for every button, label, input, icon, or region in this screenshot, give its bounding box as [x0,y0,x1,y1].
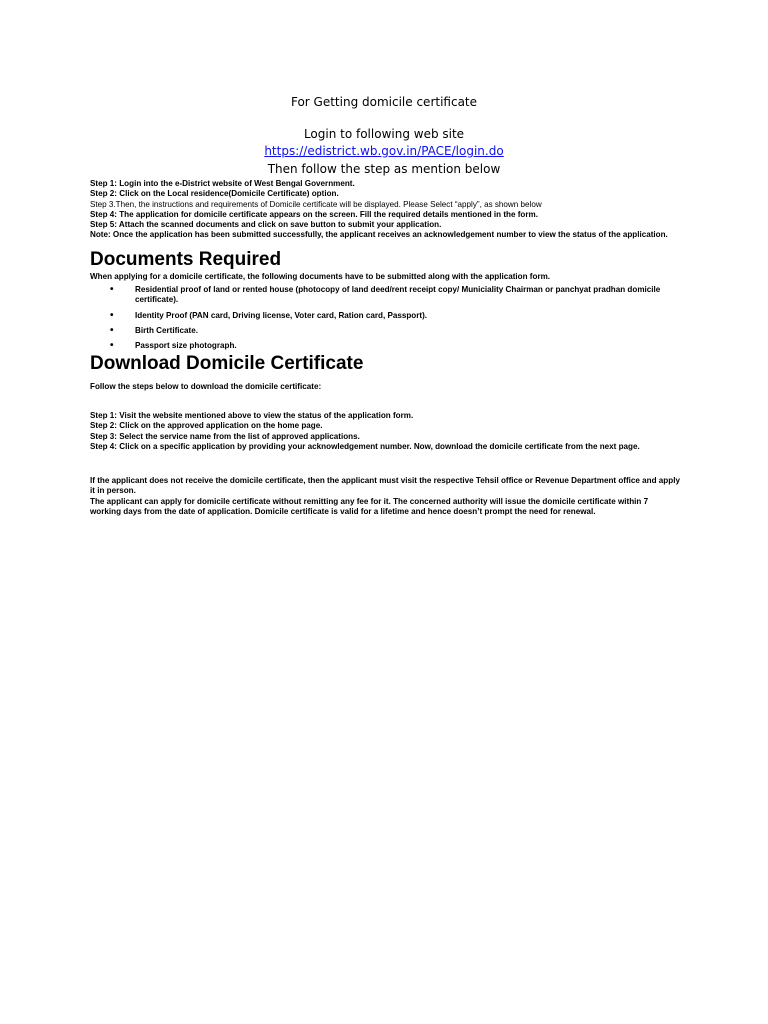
step-3: Step 3.Then, the instructions and requirements of Domicile certificate will be displayed. Please Select “apply”, as shown below [90,199,542,209]
bullet-icon: • [110,340,114,352]
website-link-line [0,144,768,158]
document-item-birth-certificate: Birth Certificate. [135,325,198,335]
download-step-4: Step 4: Click on a specific application by providing your acknowledgement number. Now, download the domicile certificate from the next page. [90,441,640,451]
download-steps [90,411,680,452]
document-item-residential-proof: Residential proof of land or rented house (photocopy of land deed/rent receipt copy/ Municiality Chairman or panchyat pradhan domicile certificate). [135,285,661,305]
bullet-icon: • [110,309,114,321]
list-item [90,285,680,306]
download-heading: Download Domicile Certificate [90,353,364,374]
bullet-icon: • [110,324,114,336]
bullet-icon: • [110,284,114,295]
login-instruction: Login to following web site [303,127,465,141]
document-item-identity-proof: Identity Proof (PAN card, Driving license, Voter card, Ration card, Passport). [135,310,428,320]
follow-steps-line: Then follow the step as mention below [267,162,501,176]
download-step-3: Step 3: Select the service name from the list of approved applications. [90,431,360,441]
download-step-2: Step 2: Click on the approved application on the home page. [90,421,323,431]
website-link[interactable]: https://edistrict.wb.gov.in/PACE/login.do [264,144,504,158]
application-steps [90,179,680,241]
download-step-1: Step 1: Visit the website mentioned above to view the status of the application form. [90,411,414,420]
final-notes [90,476,680,517]
document-item-passport-photo: Passport size photograph. [135,341,237,351]
list-item [90,341,680,351]
download-intro: Follow the steps below to download the domicile certificate: [90,382,322,391]
documents-intro-block [90,272,680,282]
step-2: Step 2: Click on the Local residence(Domicile Certificate) option. [90,189,339,199]
documents-list [90,285,680,356]
page-title: For Getting domicile certificate [290,95,478,109]
list-item [90,311,680,321]
fee-validity-note: The applicant can apply for domicile certificate without remitting any fee for it. The concerned authority will issue the domicile certificate within 7 working days from the date of application. Domicile certificate is valid for a lifetime and hence doesn’t prompt the need for renewal. [90,496,649,516]
list-item [90,326,680,336]
step-5: Step 5: Attach the scanned documents and click on save button to submit your application. [90,220,442,230]
in-person-note: If the applicant does not receive the domicile certificate, then the applicant must visit the respective Tehsil office or Revenue Department office and apply it in person. [90,476,680,496]
documents-heading: Documents Required [90,249,282,270]
step-4: Step 4: The application for domicile certificate appears on the screen. Fill the required details mentioned in the form. [90,209,538,219]
download-intro-block [90,382,680,392]
documents-intro: When applying for a domicile certificate, the following documents have to be submitted along with the application form. [90,272,551,281]
step-1: Step 1: Login into the e-District website of West Bengal Government. [90,179,355,188]
application-note: Note: Once the application has been submitted successfully, the applicant receives an acknowledgement number to view the status of the application. [90,230,668,240]
